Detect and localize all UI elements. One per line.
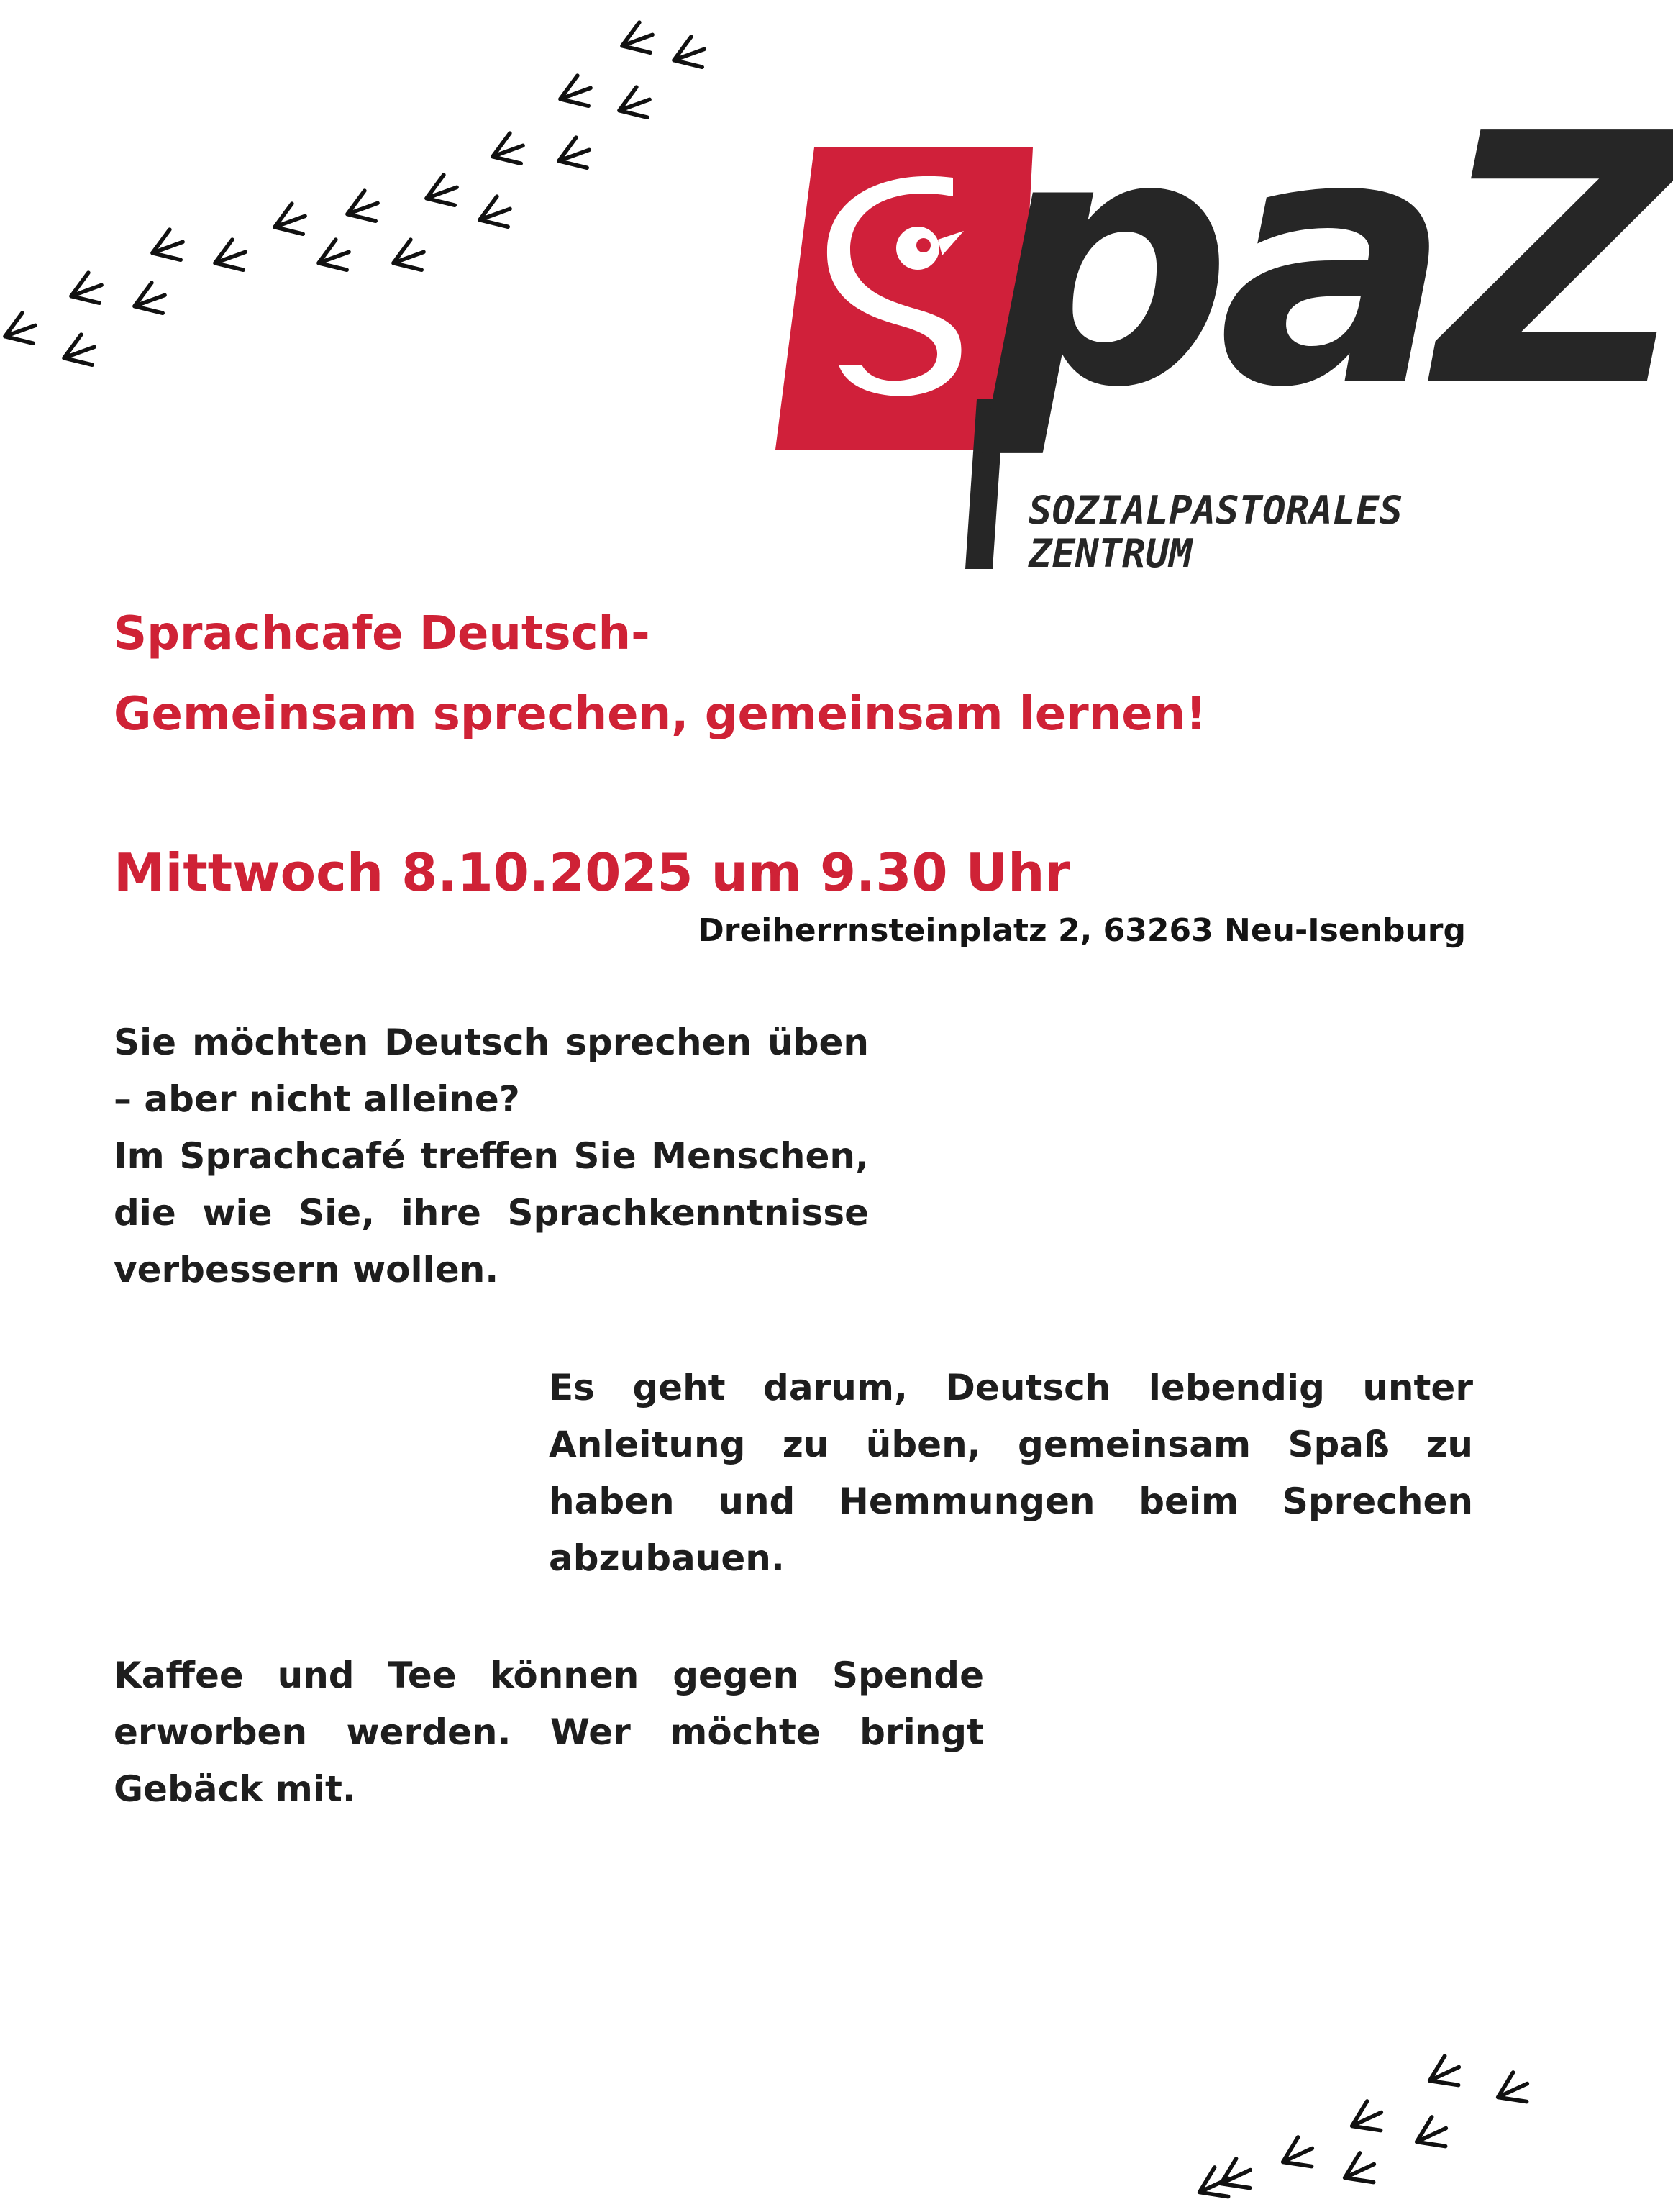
paragraph-line: haben und Hemmungen beim Sprechen <box>549 1480 1473 1522</box>
bird-footprint-icon <box>416 167 468 219</box>
title-line-1: Sprachcafe Deutsch- <box>114 607 650 660</box>
title-line-2: Gemeinsam sprechen, gemeinsam lernen! <box>114 688 1207 741</box>
purpose-paragraph <box>549 1360 1473 1587</box>
paragraph-line: Sie möchten Deutsch sprechen üben <box>114 1021 869 1063</box>
paragraph-line: Es geht darum, Deutsch lebendig unter <box>549 1367 1473 1408</box>
bird-footprint-icon <box>1271 2129 1324 2182</box>
bird-footprint-icon <box>1418 2047 1471 2101</box>
bird-footprint-icon <box>142 222 193 273</box>
bird-footprint-icon <box>0 305 46 357</box>
bird-footprint-icon <box>469 188 521 240</box>
logo-subtitle-line-2: ZENTRUM <box>1029 531 1193 576</box>
bird-footprint-icon <box>663 29 715 81</box>
paragraph-line: Anleitung zu üben, gemeinsam Spaß zu <box>549 1424 1473 1465</box>
paragraph-line: verbessern wollen. <box>114 1249 499 1291</box>
paragraph-line: Gebäck mit. <box>114 1768 356 1810</box>
paragraph-line: – aber nicht alleine? <box>114 1078 520 1120</box>
paragraph-line: erworben werden. Wer möchte bringt <box>114 1711 984 1753</box>
paragraph-line: die wie Sie, ihre Sprachkenntnisse <box>114 1192 869 1234</box>
bird-footprint-icon <box>60 265 112 317</box>
refreshments-paragraph <box>114 1647 984 1818</box>
logo-subtitle-line-1: SOZIALPASTORALES <box>1029 488 1403 533</box>
bird-footprint-icon <box>611 14 663 66</box>
bird-footprint-icon <box>608 79 660 131</box>
bird-footprint-icon <box>124 275 175 327</box>
bird-footprint-icon <box>337 183 388 235</box>
bird-footprint-icon <box>264 196 316 247</box>
bird-footprint-icon <box>550 68 601 119</box>
event-date-time: Mittwoch 8.10.2025 um 9.30 Uhr <box>114 842 1070 903</box>
paragraph-line: Im Sprachcafé treffen Sie Menschen, <box>114 1135 869 1177</box>
bird-footprint-icon <box>308 232 360 283</box>
bird-footprint-icon <box>1405 2108 1458 2162</box>
paragraph-line: Kaffee und Tee können gegen Spende <box>114 1655 984 1696</box>
bird-footprint-icon <box>482 125 534 177</box>
bird-footprint-icon <box>548 129 600 181</box>
bird-footprint-icon <box>204 232 256 283</box>
bird-footprint-icon <box>383 232 434 283</box>
paragraph-line: abzubauen. <box>549 1537 785 1579</box>
logo-bird-eye <box>916 238 931 252</box>
bird-footprint-icon <box>1333 2144 1386 2198</box>
bird-footprint-icon <box>1486 2064 1539 2117</box>
bird-footprint-icon <box>1340 2093 1393 2146</box>
bird-footprint-icon <box>53 327 105 378</box>
logo-wordmark: paZ <box>985 61 1673 463</box>
event-address: Dreiherrnsteinplatz 2, 63263 Neu-Isenburg <box>698 912 1466 949</box>
spaz-logo <box>770 61 1673 586</box>
intro-paragraph <box>114 1014 869 1298</box>
